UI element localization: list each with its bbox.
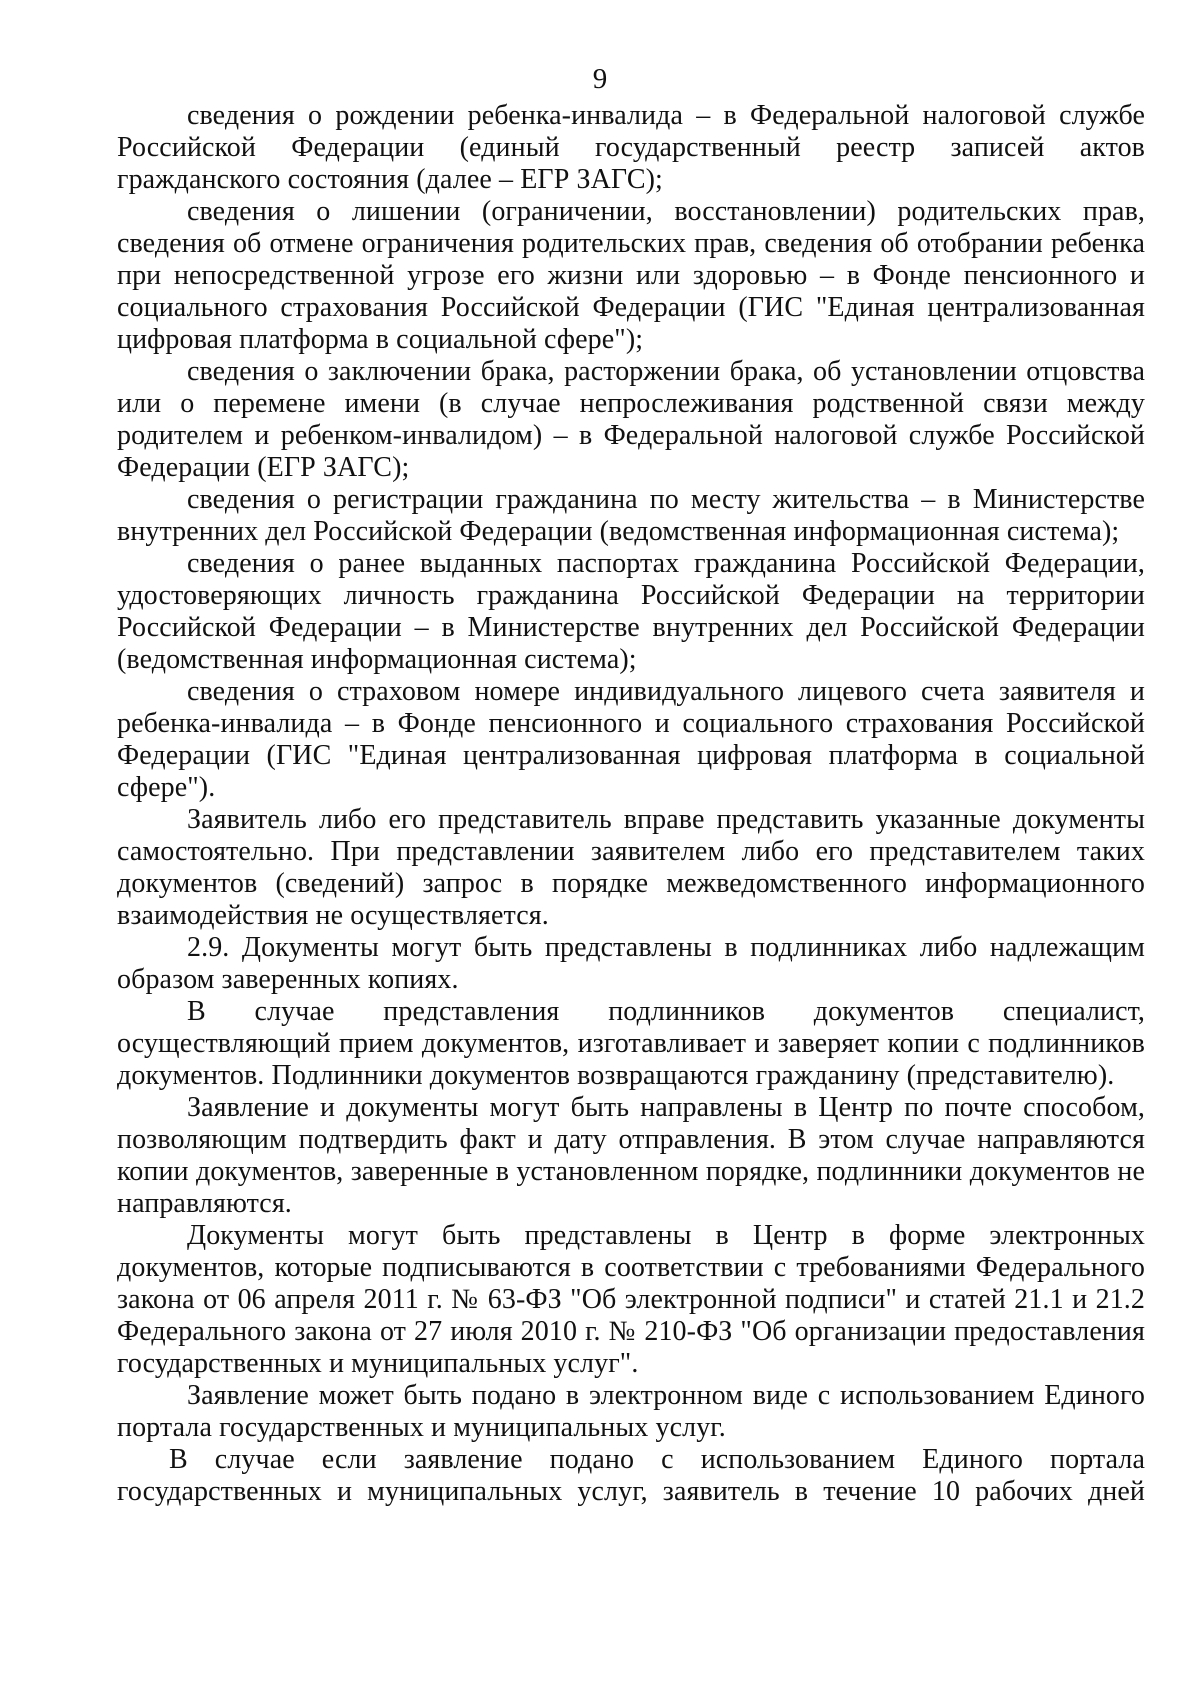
paragraph-mail-submission: Заявление и документы могут быть направлены в Центр по почте способом, позволяющим подтвердить факт и дату отправления. В этом случае направляются копии документов, заверенные в установленном порядке, подлинники документов не направляются. bbox=[117, 1092, 1145, 1219]
paragraph-marriage-record: сведения о заключении брака, расторжении брака, об установлении отцовства или о перемене имени (в случае непрослеживания родственной связи между родителем и ребенком-инвалидом) – в Федеральной налоговой службе Российской Федерации (ЕГР ЗАГС); bbox=[117, 356, 1145, 483]
page-number: 9 bbox=[592, 63, 608, 95]
document-body bbox=[117, 100, 1145, 1508]
paragraph-parental-rights: сведения о лишении (ограничении, восстановлении) родительских прав, сведения об отмене ограничения родительских прав, сведения об отобрании ребенка при непосредственной угрозе его жизни или здоровью – в Фонде пенсионного и социального страхования Российской Федерации (ГИС "Единая централизованная цифровая платформа в социальной сфере"); bbox=[117, 196, 1145, 355]
paragraph-birth-record: сведения о рождении ребенка-инвалида – в Федеральной налоговой службе Российской Федерации (единый государственный реестр записей актов гражданского состояния (далее – ЕГР ЗАГС); bbox=[117, 100, 1145, 195]
paragraph-passports: сведения о ранее выданных паспортах гражданина Российской Федерации, удостоверяющих личность гражданина Российской Федерации на территории Российской Федерации – в Министерстве внутренних дел Российской Федерации (ведомственная информационная система); bbox=[117, 548, 1145, 675]
paragraph-originals: В случае представления подлинников документов специалист, осуществляющий прием документов, изготавливает и заверяет копии с подлинников документов. Подлинники документов возвращаются гражданину (представителю). bbox=[117, 996, 1145, 1091]
paragraph-residence-registration: сведения о регистрации гражданина по месту жительства – в Министерстве внутренних дел Российской Федерации (ведомственная информационная система); bbox=[117, 484, 1145, 547]
paragraph-epgu-deadline: В случае если заявление подано с использованием Единого портала государственных и муниципальных услуг, заявитель в течение 10 рабочих дней bbox=[117, 1444, 1145, 1507]
paragraph-snils: сведения о страховом номере индивидуального лицевого счета заявителя и ребенка-инвалида – в Фонде пенсионного и социального страхования Российской Федерации (ГИС "Единая централизованная цифровая платформа в социальной сфере"). bbox=[117, 676, 1145, 803]
paragraph-electronic-documents: Документы могут быть представлены в Центр в форме электронных документов, которые подписываются в соответствии с требованиями Федерального закона от 06 апреля 2011 г. № 63-ФЗ "Об электронной подписи" и статей 21.1 и 21.2 Федерального закона от 27 июля 2010 г. № 210-ФЗ "Об организации предоставления государственных и муниципальных услуг". bbox=[117, 1220, 1145, 1379]
paragraph-section-2-9: 2.9. Документы могут быть представлены в подлинниках либо надлежащим образом заверенных копиях. bbox=[117, 932, 1145, 995]
paragraph-applicant-right: Заявитель либо его представитель вправе представить указанные документы самостоятельно. При представлении заявителем либо его представителем таких документов (сведений) запрос в порядке межведомственного информационного взаимодействия не осуществляется. bbox=[117, 804, 1145, 931]
paragraph-epgu-submission: Заявление может быть подано в электронном виде с использованием Единого портала государственных и муниципальных услуг. bbox=[117, 1380, 1145, 1443]
